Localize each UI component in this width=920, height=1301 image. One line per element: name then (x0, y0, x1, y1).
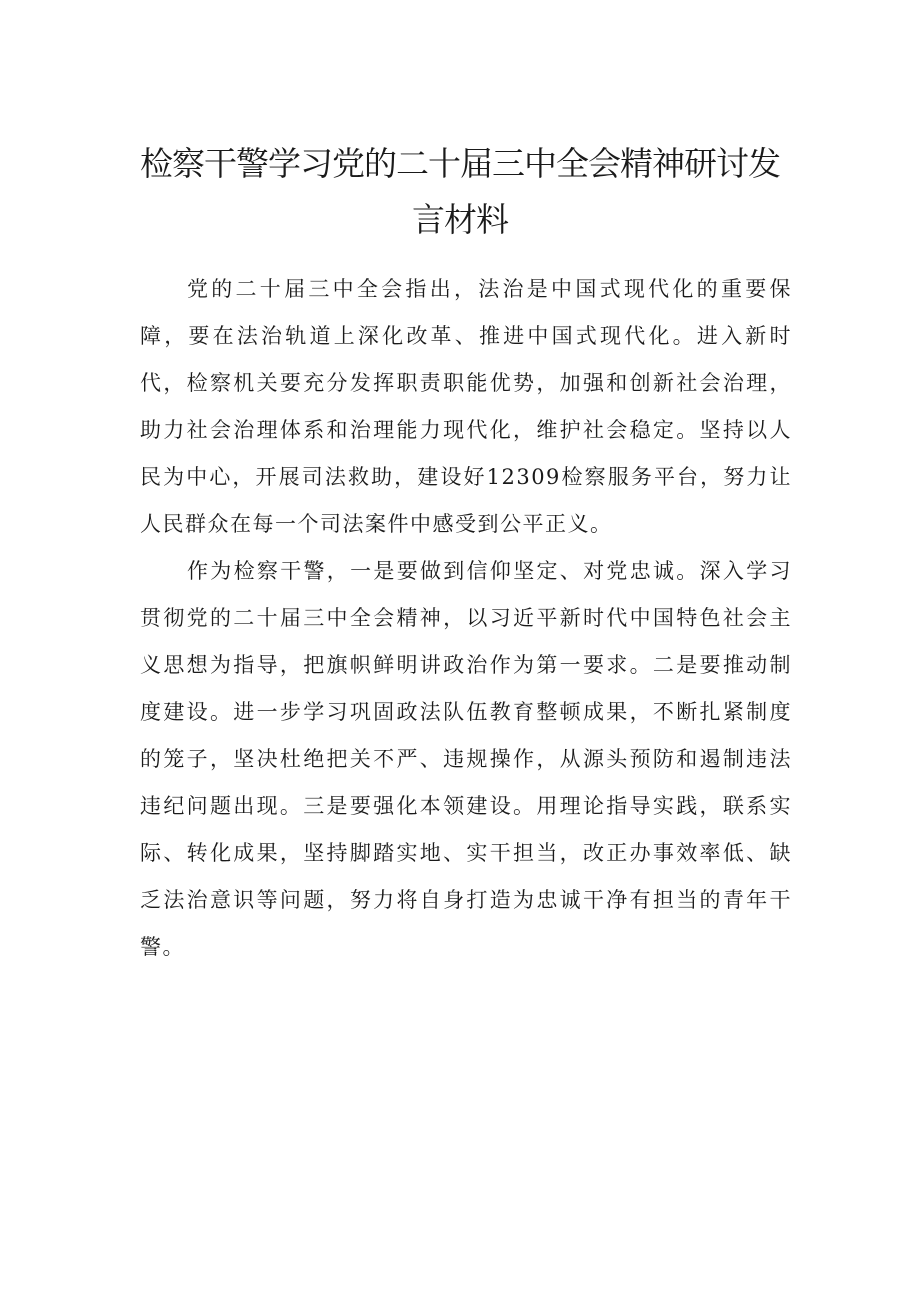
paragraph-1: 党的二十届三中全会指出，法治是中国式现代化的重要保障，要在法治轨道上深化改革、推进中国式现代化。进入新时代，检察机关要充分发挥职责职能优势，加强和创新社会治理，助力社会治理体系和治理能力现代化，维护社会稳定。坚持以人民为中心，开展司法救助，建设好12309检察服务平台，努力让人民群众在每一个司法案件中感受到公平正义。 (140, 277, 792, 536)
document-body (140, 266, 792, 971)
document-title (130, 136, 790, 248)
document-title-line-2: 言材料 (412, 200, 508, 239)
document-title-line-1: 检察干警学习党的二十届三中全会精神研讨发 (140, 144, 780, 183)
paragraph-2: 作为检察干警，一是要做到信仰坚定、对党忠诚。深入学习贯彻党的二十届三中全会精神，以习近平新时代中国特色社会主义思想为指导，把旗帜鲜明讲政治作为第一要求。二是要推动制度建设。进一步学习巩固政法队伍教育整顿成果，不断扎紧制度的笼子，坚决杜绝把关不严、违规操作，从源头预防和遏制违法违纪问题出现。三是要强化本领建设。用理论指导实践，联系实际、转化成果，坚持脚踏实地、实干担当，改正办事效率低、缺乏法治意识等问题，努力将自身打造为忠诚干净有担当的青年干警。 (140, 559, 792, 959)
